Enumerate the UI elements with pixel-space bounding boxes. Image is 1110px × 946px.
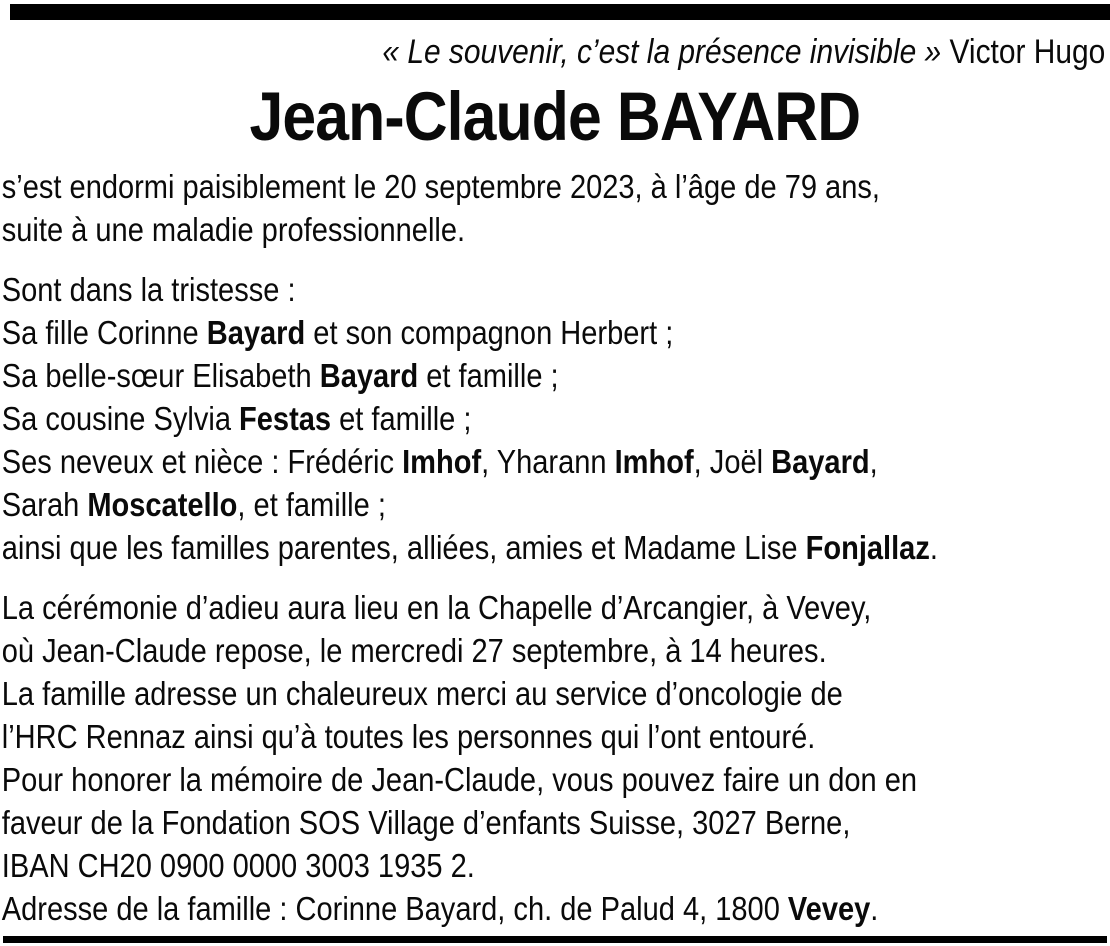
- quote-attribution: Victor Hugo: [941, 33, 1106, 71]
- bottom-rule: [3, 936, 1107, 943]
- text-segment: .: [929, 529, 938, 566]
- family-name-bold: Festas: [239, 400, 332, 437]
- text-line: [2, 354, 1110, 397]
- family-name-bold: Fonjallaz: [805, 529, 930, 566]
- paragraph: [2, 165, 1110, 251]
- text-line: [2, 208, 1110, 251]
- text-line: [2, 268, 1110, 311]
- deceased-name: Jean-Claude BAYARD: [249, 78, 861, 155]
- family-name-bold: Vevey: [787, 890, 871, 927]
- paragraph: [2, 586, 1110, 930]
- family-name-bold: Imhof: [402, 443, 482, 480]
- text-segment: IBAN CH20 0900 0000 3003 1935 2.: [1, 847, 475, 884]
- text-segment: et son compagnon Herbert ;: [305, 314, 674, 351]
- paragraph: [2, 268, 1110, 569]
- text-segment: Sa cousine Sylvia: [1, 400, 240, 437]
- family-name-bold: Bayard: [319, 357, 419, 394]
- text-segment: suite à une maladie professionnelle.: [1, 211, 466, 248]
- text-line: [2, 440, 1110, 483]
- text-line: [2, 165, 1110, 208]
- text-segment: , Joël: [693, 443, 772, 480]
- text-line: [2, 801, 1110, 844]
- text-segment: , Yharann: [481, 443, 615, 480]
- text-segment: s’est endormi paisiblement le 20 septembre 2023, à l’âge de 79 ans,: [1, 168, 880, 205]
- text-segment: ,: [869, 443, 878, 480]
- text-line: [2, 844, 1110, 887]
- text-segment: .: [870, 890, 879, 927]
- text-line: [2, 715, 1110, 758]
- text-segment: Ses neveux et nièce : Frédéric: [1, 443, 403, 480]
- text-segment: La famille adresse un chaleureux merci au service d’oncologie de: [1, 675, 843, 712]
- text-segment: Sont dans la tristesse :: [1, 271, 296, 308]
- text-segment: Pour honorer la mémoire de Jean-Claude, vous pouvez faire un don en: [1, 761, 918, 798]
- text-line: [2, 629, 1110, 672]
- text-segment: et famille ;: [331, 400, 472, 437]
- text-segment: Sa fille Corinne: [1, 314, 207, 351]
- text-line: [2, 672, 1110, 715]
- text-line: [2, 586, 1110, 629]
- text-segment: ainsi que les familles parentes, alliées, amies et Madame Lise: [1, 529, 806, 566]
- text-line: [2, 758, 1110, 801]
- text-line: [2, 483, 1110, 526]
- family-name-bold: Imhof: [614, 443, 694, 480]
- family-name-bold: Bayard: [206, 314, 306, 351]
- quote-text: « Le souvenir, c’est la présence invisible »: [382, 33, 942, 71]
- text-segment: Sarah: [1, 486, 88, 523]
- quote-line: [0, 32, 1110, 72]
- family-name-bold: Bayard: [771, 443, 870, 480]
- text-line: [2, 311, 1110, 354]
- obituary-body: [0, 165, 1110, 930]
- text-segment: Adresse de la famille : Corinne Bayard, ch. de Palud 4, 1800: [1, 890, 788, 927]
- text-segment: l’HRC Rennaz ainsi qu’à toutes les personnes qui l’ont entouré.: [1, 718, 816, 755]
- text-line: [2, 526, 1110, 569]
- family-name-bold: Moscatello: [87, 486, 238, 523]
- text-segment: La cérémonie d’adieu aura lieu en la Chapelle d’Arcangier, à Vevey,: [1, 589, 872, 626]
- text-segment: et famille ;: [418, 357, 559, 394]
- text-segment: Sa belle-sœur Elisabeth: [1, 357, 320, 394]
- text-segment: où Jean-Claude repose, le mercredi 27 septembre, à 14 heures.: [1, 632, 827, 669]
- text-line: [2, 887, 1110, 930]
- text-segment: , et famille ;: [237, 486, 386, 523]
- text-segment: faveur de la Fondation SOS Village d’enfants Suisse, 3027 Berne,: [1, 804, 851, 841]
- text-line: [2, 397, 1110, 440]
